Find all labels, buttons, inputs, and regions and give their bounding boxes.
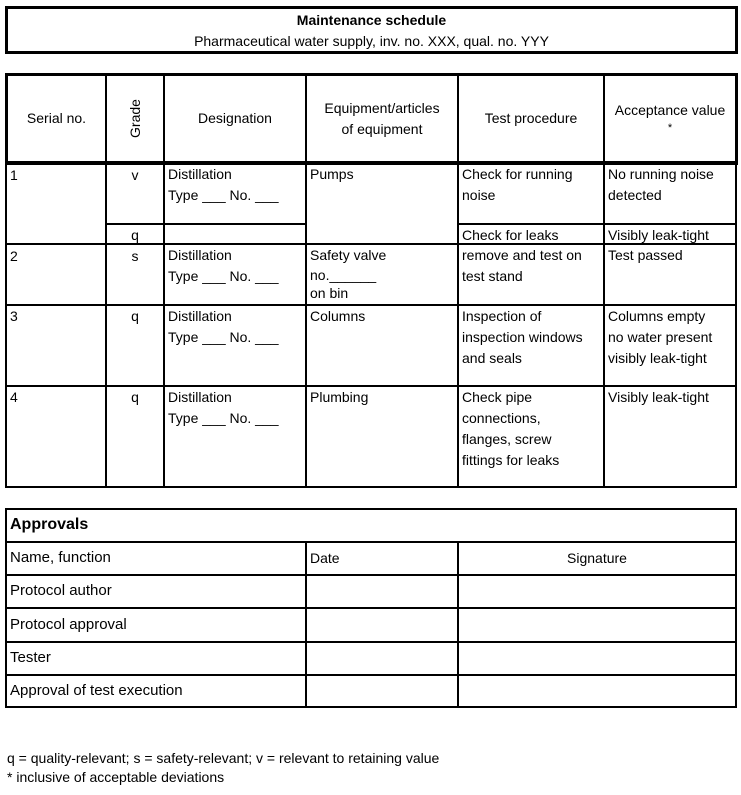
table-border-bottom xyxy=(5,486,737,488)
col-header-acceptance-line2: * xyxy=(667,121,673,134)
cell-designation xyxy=(165,245,305,287)
approval-signature-field[interactable] xyxy=(459,643,735,674)
col-header-equipment xyxy=(307,76,457,161)
approval-date-field[interactable] xyxy=(307,609,457,641)
approval-signature-field[interactable] xyxy=(459,576,735,607)
col-header-designation-text: Designation xyxy=(198,110,272,126)
approval-role: Protocol approval xyxy=(10,616,127,633)
col-header-test-text: Test procedure xyxy=(484,110,578,126)
cell-test: Inspection of inspection windows and seals xyxy=(462,308,583,366)
cell-equipment: Plumbing xyxy=(310,389,369,405)
cell-serial: 3 xyxy=(10,308,18,324)
designation-line: Distillation xyxy=(168,389,232,405)
approvals-col-signature: Signature xyxy=(567,550,627,566)
approvals-col-date: Date xyxy=(310,550,340,566)
row-line xyxy=(5,541,737,543)
col-header-grade-text: Grade xyxy=(126,99,143,138)
table-border-right xyxy=(735,73,738,165)
test-line: fittings for leaks xyxy=(462,452,560,468)
cell-test: remove and test on test stand xyxy=(462,247,582,284)
equipment-line: no.______ xyxy=(310,267,377,283)
designation-line: Distillation xyxy=(168,247,232,263)
approvals-title: Approvals xyxy=(10,516,89,533)
cell-test: Check for running noise xyxy=(462,166,573,203)
col-header-serial-text: Serial no. xyxy=(26,110,87,126)
cell-serial: 1 xyxy=(10,167,18,183)
footnote-grade-legend: q = quality-relevant; s = safety-relevant; v = relevant to retaining value xyxy=(7,750,440,766)
equipment-line: Safety valve xyxy=(310,247,387,263)
cell-designation xyxy=(165,164,305,206)
cell-grade: q xyxy=(131,308,139,324)
cell-grade: v xyxy=(131,167,139,183)
approval-role: Approval of test execution xyxy=(10,682,183,699)
document-title: Maintenance schedule xyxy=(296,12,447,28)
col-header-equipment-line1: Equipment/articles xyxy=(324,99,440,116)
table-border-right-body xyxy=(735,165,737,488)
document-subtitle: Pharmaceutical water supply, inv. no. XXX, qual. no. YYY xyxy=(194,33,549,49)
designation-type-no: Type ___ No. ___ xyxy=(168,410,279,426)
cell-designation xyxy=(165,306,305,348)
cell-equipment xyxy=(307,245,457,301)
cell-acceptance: No running noise detected xyxy=(608,166,714,203)
test-line: connections, xyxy=(462,410,541,426)
col-header-test xyxy=(459,76,603,161)
acceptance-line: Columns empty xyxy=(608,308,706,324)
col-header-grade xyxy=(107,76,163,161)
designation-type-no: Type ___ No. ___ xyxy=(168,329,279,345)
cell-serial: 2 xyxy=(10,248,18,264)
cell-equipment: Columns xyxy=(310,308,366,324)
cell-acceptance: Visibly leak-tight xyxy=(608,227,709,243)
cell-equipment: Pumps xyxy=(310,166,354,182)
col-header-equipment-line2: of equipment xyxy=(341,120,423,137)
test-line: flanges, screw xyxy=(462,431,552,447)
acceptance-line: visibly leak-tight xyxy=(608,350,707,366)
footnote-asterisk: * inclusive of acceptable deviations xyxy=(7,769,225,785)
cell-acceptance: Visibly leak-tight xyxy=(608,389,709,405)
cell-test xyxy=(459,387,603,471)
approval-signature-field[interactable] xyxy=(459,676,735,706)
test-line: Check pipe xyxy=(462,389,533,405)
designation-line: Distillation xyxy=(168,166,232,182)
cell-grade: q xyxy=(131,227,139,243)
designation-type-no: Type ___ No. ___ xyxy=(168,187,279,203)
cell-acceptance xyxy=(605,306,735,369)
approval-date-field[interactable] xyxy=(307,676,457,706)
col-header-acceptance-line1: Acceptance value xyxy=(614,101,726,118)
approvals-border-top xyxy=(5,508,737,510)
col-header-acceptance xyxy=(605,76,735,161)
cell-grade: q xyxy=(131,389,139,405)
document-header xyxy=(5,6,738,54)
approval-role: Tester xyxy=(10,649,51,666)
approval-signature-field[interactable] xyxy=(459,609,735,641)
col-header-serial xyxy=(8,76,105,161)
approval-date-field[interactable] xyxy=(307,643,457,674)
acceptance-line: no water present xyxy=(608,329,713,345)
equipment-line: on bin xyxy=(310,285,349,301)
designation-line: Distillation xyxy=(168,308,232,324)
designation-type-no: Type ___ No. ___ xyxy=(168,268,279,284)
cell-test: Check for leaks xyxy=(462,227,559,243)
cell-serial: 4 xyxy=(10,389,18,405)
cell-acceptance: Test passed xyxy=(608,247,683,263)
approvals-border-bottom xyxy=(5,706,737,708)
cell-grade: s xyxy=(131,248,139,264)
approvals-col-name: Name, function xyxy=(10,549,111,566)
approval-role: Protocol author xyxy=(10,582,112,599)
approval-date-field[interactable] xyxy=(307,576,457,607)
col-header-designation xyxy=(165,76,305,161)
cell-designation xyxy=(165,387,305,429)
